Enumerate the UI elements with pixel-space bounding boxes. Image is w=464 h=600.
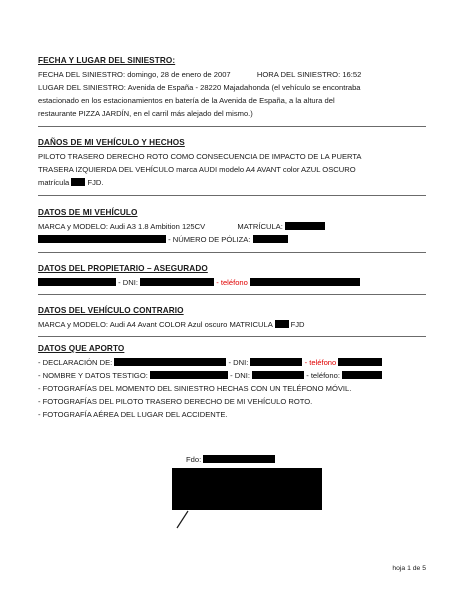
damage-line-2: TRASERA IZQUIERDA DEL VEHÍCULO marca AUDI modelo A4 AVANT color AZUL OSCURO [38,165,356,174]
policy-line [38,235,288,245]
date-value: domingo, 28 de enero de 2007 [127,70,231,79]
witness-line [38,371,382,381]
damage-line-3 [38,178,104,188]
redaction-box [252,371,304,379]
redaction-box [38,235,166,243]
owner-phone-label: - teléfono [216,278,248,287]
declaration-dni-label: - DNI: [228,358,249,367]
signature-redaction [172,468,322,510]
other-vehicle-text: MARCA y MODELO: Audi A4 Avant COLOR Azul oscuro MATRICULA [38,320,273,329]
page-total: 5 [422,565,426,572]
time-label: HORA DEL SINIESTRO: [256,70,341,79]
redaction-box [71,178,85,186]
signature-line [186,455,275,465]
other-vehicle-plate-suffix: FJD [290,320,305,329]
place-line-3: restaurante PIZZA JARDÍN, en el carril más alejado del mismo.) [38,109,253,118]
place-line-1 [38,83,361,93]
section-heading-vehiculo-contrario: DATOS DEL VEHÍCULO CONTRARIO [38,306,184,315]
redaction-box [250,278,360,286]
redaction-box [253,235,288,243]
evidence-item-1: - FOTOGRAFÍAS DEL MOMENTO DEL SINIESTRO HECHAS CON UN TELÉFONO MÓVIL. [38,384,352,393]
redaction-box [250,358,302,366]
redaction-box [203,455,275,463]
section-heading-fecha-lugar: FECHA Y LUGAR DEL SINIESTRO: [38,56,176,65]
declaration-phone-label: - teléfono [304,358,337,367]
section-heading-danos: DAÑOS DE MI VEHÍCULO Y HECHOS [38,138,185,147]
redaction-box [338,358,382,366]
plate-prefix: matrícula [38,178,70,187]
redaction-box [114,358,226,366]
redaction-box [285,222,325,230]
redaction-box [342,371,382,379]
redaction-box [38,278,116,286]
section-heading-propietario: DATOS DEL PROPIETARIO – ASEGURADO [38,264,208,273]
date-time-line [38,70,361,80]
other-vehicle-line [38,320,305,330]
place-value-1: Avenida de España - 28220 Majadahonda (el vehículo se encontraba [127,83,361,92]
declaration-line [38,358,382,368]
witness-dni-label: - DNI: [230,371,250,380]
signature-label: Fdo: [186,455,202,464]
page-prefix: hoja [392,565,406,572]
declaration-label: - DECLARACIÓN DE: [38,358,113,367]
plate-suffix: FJD. [87,178,104,187]
section-heading-mi-vehiculo: DATOS DE MI VEHÍCULO [38,208,138,217]
redaction-box [275,320,289,328]
signature-stroke [174,510,192,530]
divider [38,252,426,253]
divider [38,336,426,337]
owner-line [38,278,360,288]
witness-label: - NOMBRE Y DATOS TESTIGO: [38,371,148,380]
divider [38,195,426,196]
redaction-box [150,371,228,379]
model-label: MARCA y MODELO: [38,222,109,231]
date-label: FECHA DEL SINIESTRO: [38,70,126,79]
evidence-item-3: - FOTOGRAFÍA AÉREA DEL LUGAR DEL ACCIDENTE. [38,410,228,419]
redaction-box [140,278,214,286]
time-value: 16:52 [342,70,362,79]
page-current: 1 [407,565,411,572]
section-heading-datos-aporto: DATOS QUE APORTO [38,344,125,353]
owner-dni-label: - DNI: [118,278,138,287]
divider [38,126,426,127]
page-number [392,565,426,572]
my-vehicle-model-line [38,222,325,232]
divider [38,294,426,295]
place-label: LUGAR DEL SINIESTRO: [38,83,126,92]
model-value: Audi A3 1.8 Ambition 125CV [109,222,206,231]
page-of: de [412,565,421,572]
witness-phone-label: - teléfono: [306,371,340,380]
policy-label: - NÚMERO DE PÓLIZA: [168,235,251,244]
damage-line-1: PILOTO TRASERO DERECHO ROTO COMO CONSECUENCIA DE IMPACTO DE LA PUERTA [38,152,362,161]
evidence-item-2: - FOTOGRAFÍAS DEL PILOTO TRASERO DERECHO DE MI VEHÍCULO ROTO. [38,397,313,406]
plate-label: MATRÍCULA: [237,222,283,231]
place-line-2: estacionado en los estacionamientos en batería de la Avenida de España, a la altura del [38,96,335,105]
